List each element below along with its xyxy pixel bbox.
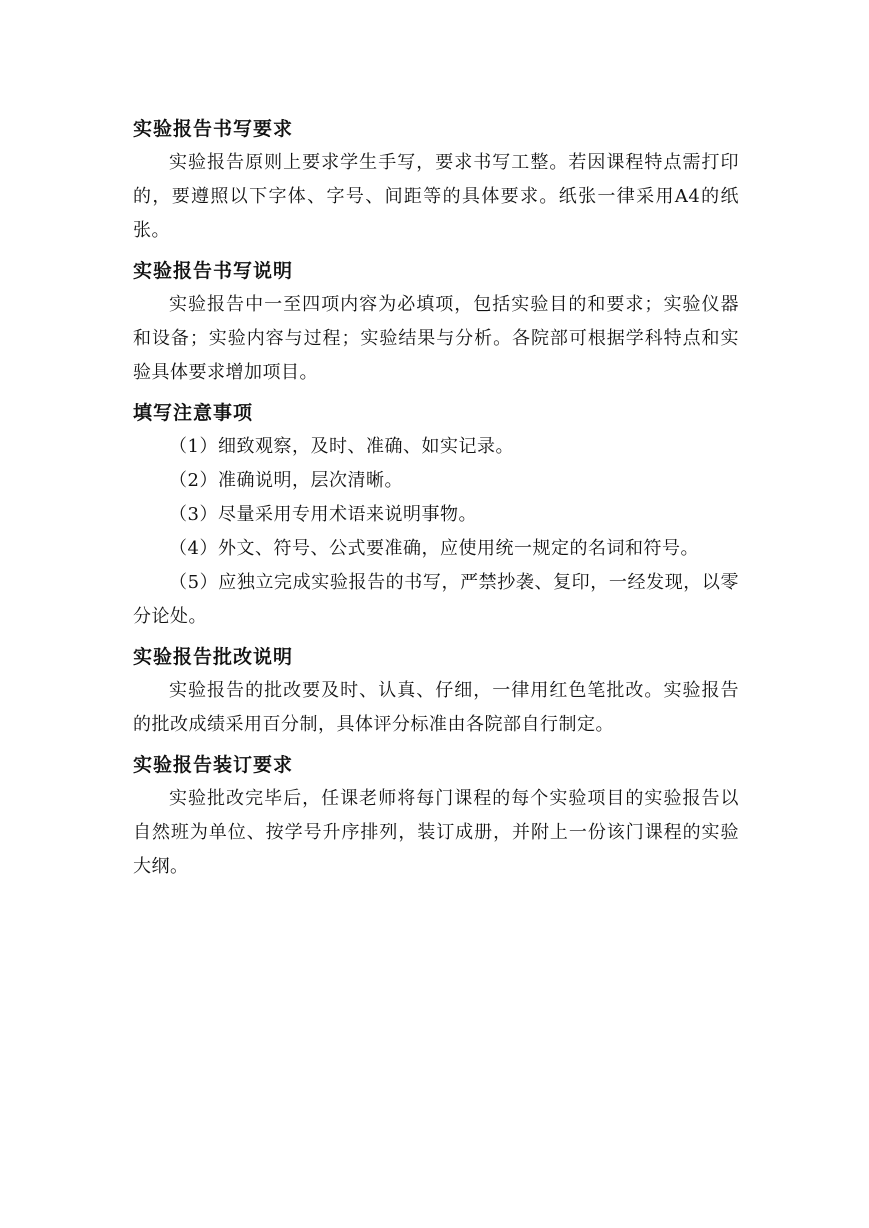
list-item: （5）应独立完成实验报告的书写，严禁抄袭、复印，一经发现，以零分论处。 xyxy=(133,572,739,627)
list-item: （2）准确说明，层次清晰。 xyxy=(169,470,403,491)
list-item: （1）细致观察，及时、准确、如实记录。 xyxy=(169,436,514,457)
section-title: 实验报告书写要求 xyxy=(133,118,294,140)
section-writing-instructions xyxy=(133,254,739,390)
section-title: 实验报告书写说明 xyxy=(133,260,294,282)
section-title: 填写注意事项 xyxy=(133,402,254,424)
section-paragraph: 实验报告的批改要及时、认真、仔细，一律用红色笔批改。实验报告的批改成绩采用百分制，具体评分标准由各院部自行制定。 xyxy=(133,680,739,735)
section-paragraph: 实验批改完毕后，任课老师将每门课程的每个实验项目的实验报告以自然班为单位、按学号升序排列，装订成册，并附上一份该门课程的实验大纲。 xyxy=(133,788,739,877)
list-item: （3）尽量采用专用术语来说明事物。 xyxy=(169,504,477,525)
section-notes xyxy=(133,396,739,634)
section-binding-requirements xyxy=(133,748,739,884)
document-page xyxy=(133,112,739,890)
section-paragraph: 实验报告中一至四项内容为必填项，包括实验目的和要求；实验仪器和设备；实验内容与过程；实验结果与分析。各院部可根据学科特点和实验具体要求增加项目。 xyxy=(133,294,739,383)
section-paragraph: 实验报告原则上要求学生手写，要求书写工整。若因课程特点需打印的，要遵照以下字体、字号、间距等的具体要求。纸张一律采用A4的纸张。 xyxy=(133,152,739,241)
section-writing-requirements xyxy=(133,112,739,248)
section-grading-instructions xyxy=(133,640,739,742)
section-title: 实验报告装订要求 xyxy=(133,754,294,776)
list-item: （4）外文、符号、公式要准确，应使用统一规定的名词和符号。 xyxy=(169,538,699,559)
section-title: 实验报告批改说明 xyxy=(133,646,294,668)
